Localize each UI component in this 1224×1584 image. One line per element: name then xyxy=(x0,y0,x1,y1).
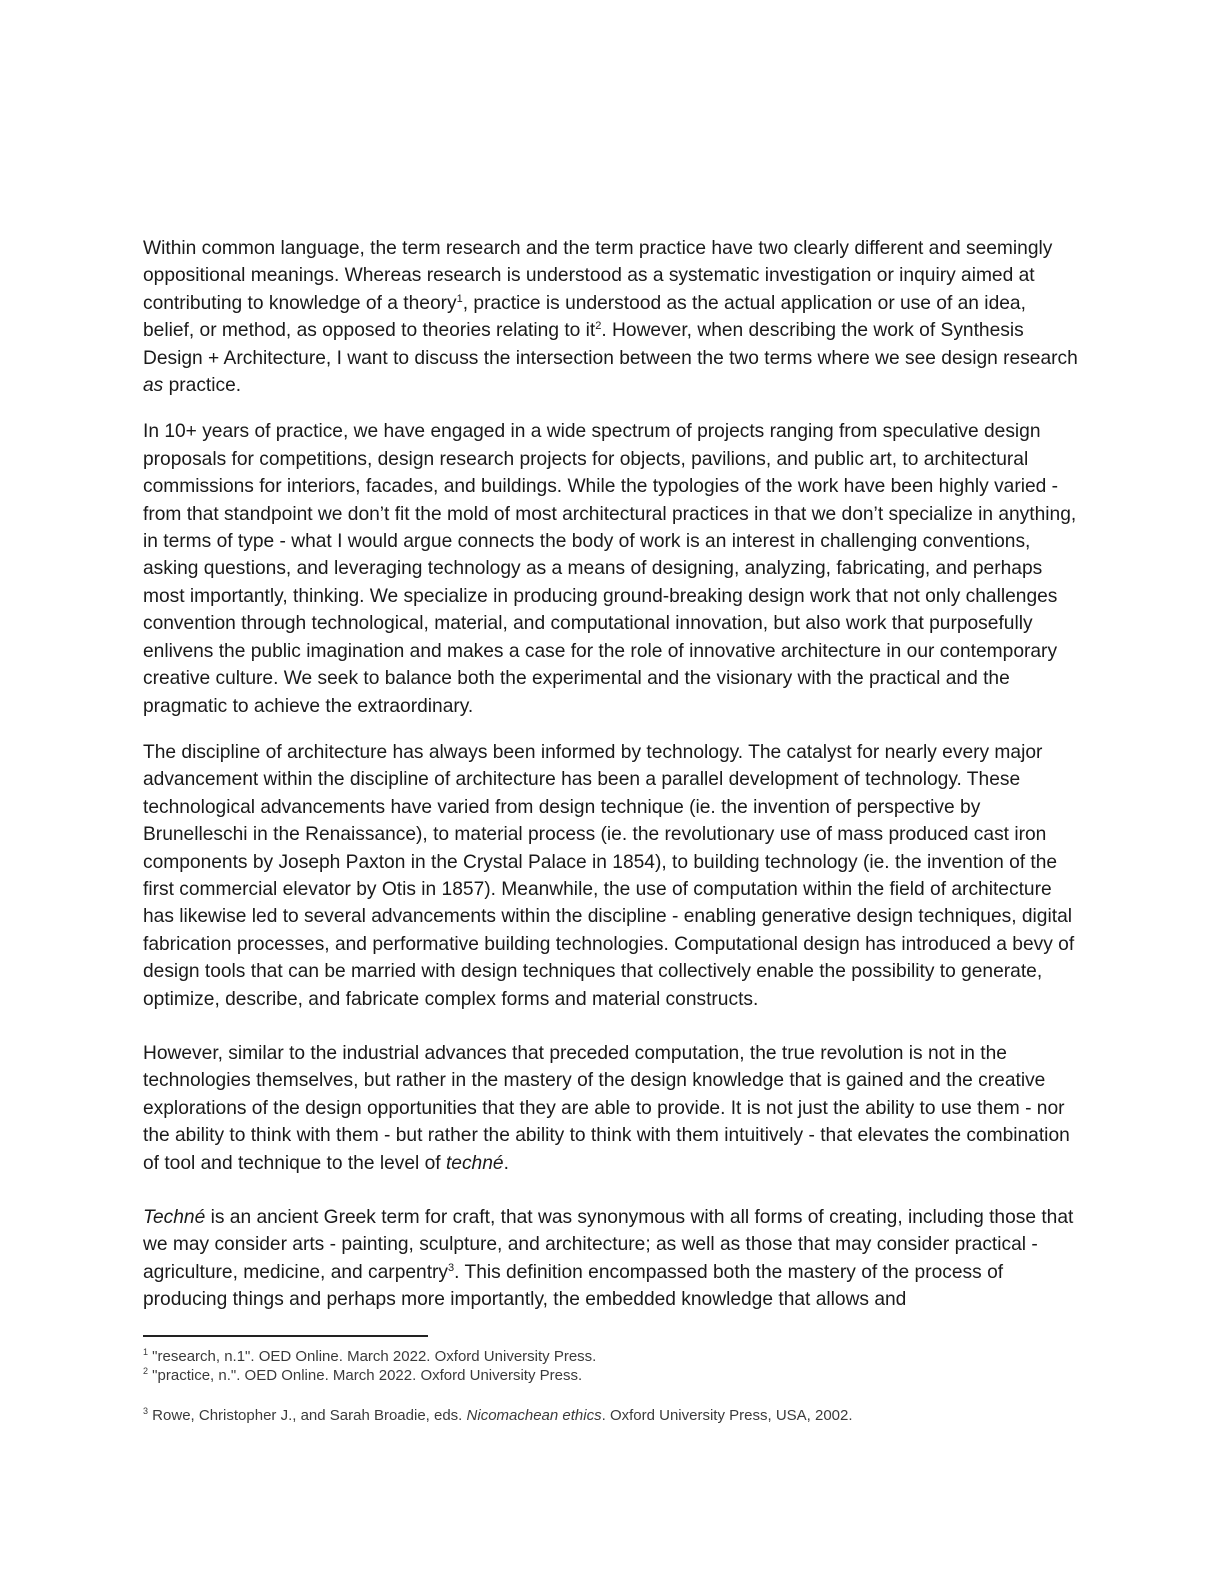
footnote-ref-2[interactable]: 2 xyxy=(595,320,602,333)
footnote-text: "research, n.1". OED Online. March 2022. Oxford University Press. xyxy=(148,1348,597,1365)
emphasis-techne: techné xyxy=(445,1152,504,1174)
paragraph-text: is an ancient Greek term for craft, that was synonymous with all forms of creating, including those that we may consider arts - painting, sculpture, and architecture; as well as those that may consider practical - agriculture, medicine, and carpentry xyxy=(143,1207,1074,1283)
paragraph-text: . xyxy=(503,1152,509,1174)
paragraph-years-of-practice: In 10+ years of practice, we have engaged in a wide spectrum of projects ranging from speculative design proposals for competitions, design research projects for objects, pavilions, and public art, to architectural commissions for interiors, facades, and buildings. While the typologies of the work have been highly varied - from that standpoint we don’t fit the mold of most architectural practices in that we don’t specialize in anything, in terms of type - what I would argue connects the body of work is an interest in challenging conventions, asking questions, and leveraging technology as a means of designing, analyzing, fabricating, and perhaps most importantly, thinking. We specialize in producing ground-breaking design work that not only challenges convention through technological, material, and computational innovation, but also work that purposefully enlivens the public imagination and makes a case for the role of innovative architecture in our contemporary creative culture. We seek to balance both the experimental and the visionary with the practical and the pragmatic to achieve the extraordinary. xyxy=(143,421,1077,717)
footnote-ref-1[interactable]: 1 xyxy=(456,292,463,305)
paragraph-techne-definition xyxy=(143,1204,1079,1314)
paragraph-text: However, similar to the industrial advances that preceded computation, the true revolution is not in the technologies themselves, but rather in the mastery of the design knowledge that is gained and the creative explorations of the design opportunities that they are able to provide. It is not just the ability to use them - nor the ability to think with them - but rather the ability to think with them intuitively - that elevates the combination of tool and technique to the level of xyxy=(143,1042,1070,1174)
paragraph-text: . However, when describing the work of Synthesis Design + Architecture, I want to discuss the intersection between the two terms where we see design research xyxy=(143,320,1078,369)
emphasis-techne: Techné xyxy=(143,1207,206,1228)
paragraph-text: , practice is understood as the actual application or use of an idea, belief, or method, as opposed to theories relating to it xyxy=(143,292,1026,342)
footnote-number: 1 xyxy=(143,1347,149,1357)
footnote-text: . Oxford University Press, USA, 2002. xyxy=(601,1407,853,1424)
footnote-3 xyxy=(143,1406,1079,1425)
footnote-number: 3 xyxy=(143,1406,149,1416)
paragraph-industrial-advances xyxy=(143,1040,1079,1177)
footnote-text: Rowe, Christopher J., and Sarah Broadie, eds. xyxy=(148,1407,467,1424)
footnote-text: "practice, n.". OED Online. March 2022. Oxford University Press. xyxy=(148,1367,583,1384)
paragraph-text: . This definition encompassed both the mastery of the process of producing things and perhaps more importantly, the embedded knowledge that allows and xyxy=(143,1261,1004,1311)
body-text xyxy=(143,235,1079,1333)
footnote-number: 2 xyxy=(143,1366,149,1376)
footnote-book-title: Nicomachean ethics xyxy=(466,1407,602,1424)
emphasis-as: as xyxy=(143,375,164,397)
footnote-separator xyxy=(143,1335,428,1337)
paragraph-text: Within common language, the term research and the term practice have two clearly different and seemingly oppositional meanings. Whereas research is understood as a systematic investigation or inquiry aimed at contributing to knowledge of a theory xyxy=(143,238,1053,314)
footnote-ref-3[interactable]: 3 xyxy=(448,1261,455,1274)
paragraph-discipline-technology: The discipline of architecture has always been informed by technology. The catalyst for nearly every major advancement within the discipline of architecture has been a parallel development of technology. These technological advancements have varied from design technique (ie. the invention of perspective by Brunelleschi in the Renaissance), to material process (ie. the revolutionary use of mass produced cast iron components by Joseph Paxton in the Crystal Palace in 1854), to building technology (ie. the invention of the first commercial elevator by Otis in 1857). Meanwhile, the use of computation within the field of architecture has likewise led to several advancements within the discipline - enabling generative design techniques, digital fabrication processes, and performative building technologies. Computational design has introduced a bevy of design tools that can be married with design techniques that collectively enable the possibility to generate, optimize, describe, and fabricate complex forms and material constructs. xyxy=(143,741,1075,1010)
paragraph-research-practice xyxy=(143,235,1079,399)
footnote-1 xyxy=(143,1347,1079,1366)
paragraph-text: practice. xyxy=(163,375,242,397)
footnote-2 xyxy=(143,1366,1079,1385)
footnotes xyxy=(143,1347,1079,1425)
